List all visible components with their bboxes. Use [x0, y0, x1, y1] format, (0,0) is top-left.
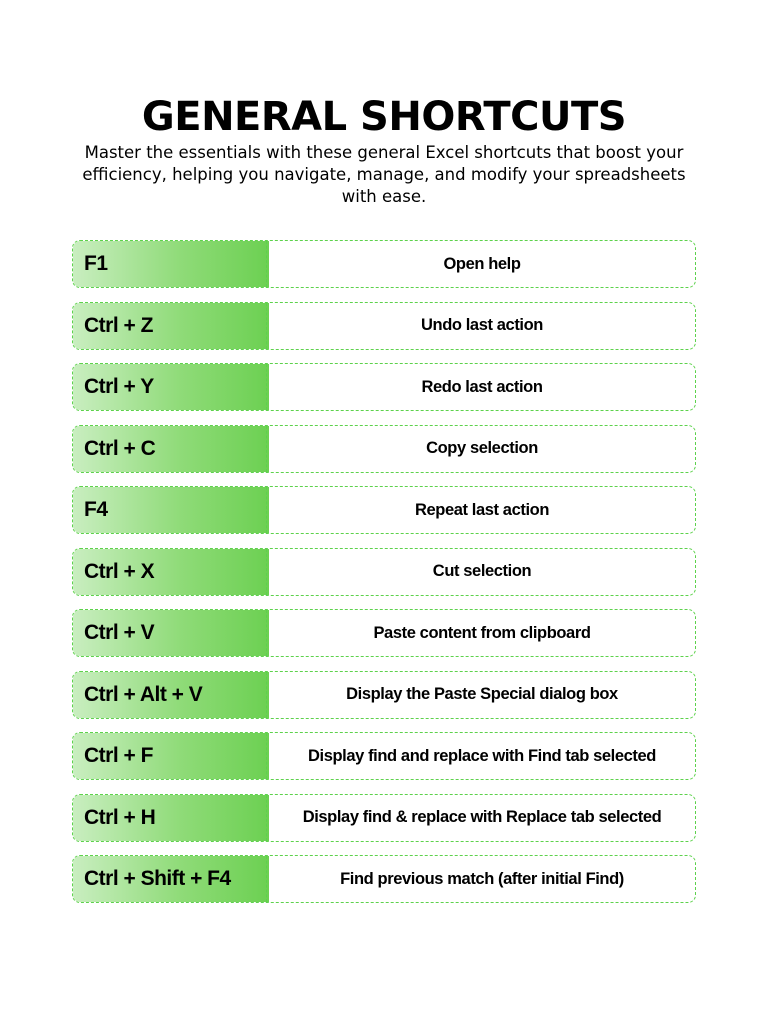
shortcut-action: Undo last action — [421, 316, 543, 334]
shortcut-key: Ctrl + C — [73, 426, 269, 472]
shortcut-action: Display find and replace with Find tab selected — [308, 746, 656, 765]
shortcut-row — [72, 609, 696, 657]
row-divider — [266, 241, 267, 287]
row-divider — [266, 549, 267, 595]
shortcut-row — [72, 363, 696, 411]
row-divider — [266, 733, 267, 779]
row-divider — [266, 856, 267, 902]
shortcut-row — [72, 548, 696, 596]
shortcut-key: Ctrl + H — [73, 795, 269, 841]
shortcut-row — [72, 855, 696, 903]
shortcut-action: Repeat last action — [414, 500, 549, 519]
shortcut-action: Display find & replace with Replace tab selected — [302, 808, 662, 826]
shortcut-action: Display the Paste Special dialog box — [346, 685, 618, 703]
shortcut-key: Ctrl + Z — [73, 303, 269, 349]
shortcut-key: Ctrl + F — [73, 733, 269, 779]
shortcut-key: Ctrl + V — [73, 610, 269, 656]
row-divider — [266, 364, 267, 410]
shortcut-key: Ctrl + Alt + V — [73, 672, 269, 718]
row-divider — [266, 795, 267, 841]
row-divider — [266, 303, 267, 349]
shortcut-row — [72, 486, 696, 534]
shortcut-action: Open help — [443, 254, 521, 273]
shortcut-key: Ctrl + Y — [73, 364, 269, 410]
row-divider — [266, 426, 267, 472]
row-divider — [266, 672, 267, 718]
shortcut-row — [72, 671, 696, 719]
shortcut-action: Find previous match (after initial Find) — [340, 869, 624, 888]
shortcut-list — [72, 240, 696, 917]
shortcut-key: Ctrl + Shift + F4 — [73, 856, 269, 902]
shortcut-key: Ctrl + X — [73, 549, 269, 595]
shortcut-key: F4 — [73, 487, 269, 533]
shortcut-action: Redo last action — [421, 377, 543, 396]
shortcut-action: Paste content from clipboard — [373, 623, 591, 642]
shortcut-row — [72, 732, 696, 780]
page-title: GENERAL SHORTCUTS — [141, 94, 627, 140]
shortcut-action: Copy selection — [426, 439, 538, 457]
shortcut-key: F1 — [73, 241, 269, 287]
shortcut-row — [72, 425, 696, 473]
shortcut-row — [72, 794, 696, 842]
shortcut-action: Cut selection — [432, 562, 532, 580]
intro-paragraph: Master the essentials with these general Excel shortcuts that boost your efficiency, helping you navigate, manage, and modify your spreadsheets with ease. — [82, 143, 686, 206]
shortcut-row — [72, 302, 696, 350]
shortcut-row — [72, 240, 696, 288]
row-divider — [266, 487, 267, 533]
row-divider — [266, 610, 267, 656]
